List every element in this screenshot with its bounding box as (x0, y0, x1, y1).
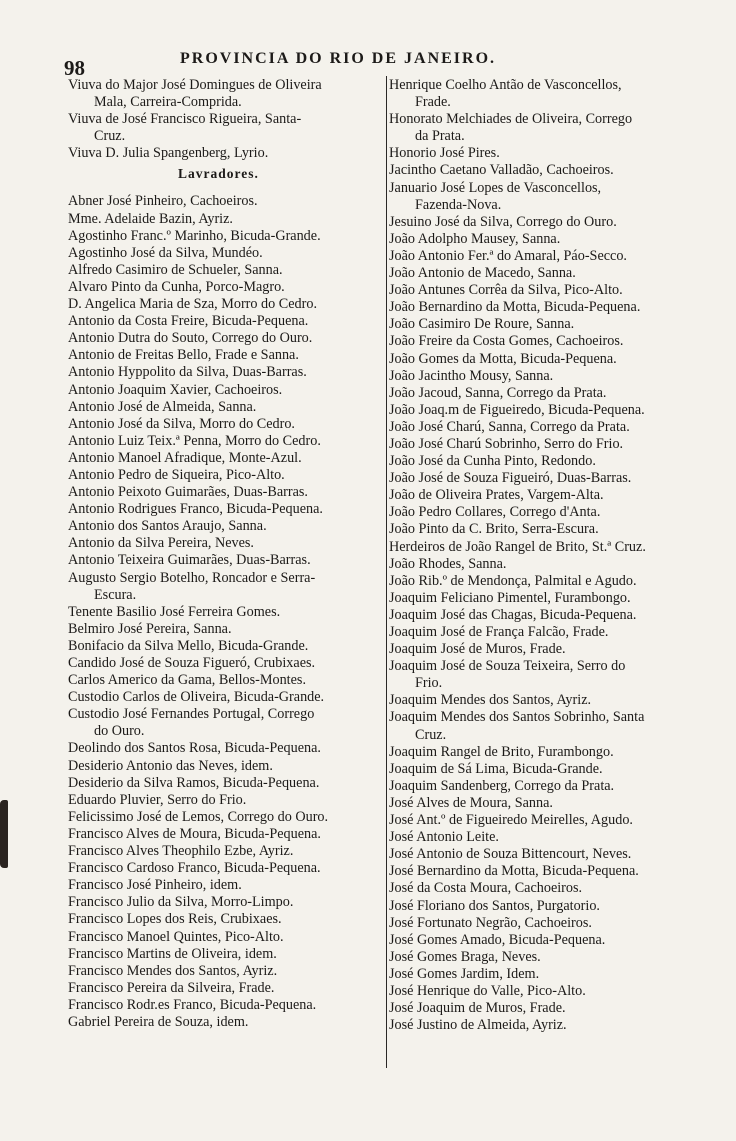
list-item-text: João Jacintho Mousy, Sanna. (389, 367, 554, 384)
list-item (68, 552, 386, 569)
list-item-text: Desiderio Antonio das Neves, idem. (68, 757, 273, 774)
list-item (68, 193, 386, 210)
list-item-text: Joaquim José de França Falcão, Frade. (389, 624, 609, 640)
list-item (389, 573, 699, 590)
list-item-text: Joaquim Sandenberg, Corrego da Prata. (389, 777, 615, 794)
list-item-text: Francisco Alves de Moura, Bicuda-Pequena. (68, 825, 321, 842)
list-item-continuation: do Ouro. (94, 723, 145, 740)
list-item (389, 453, 699, 470)
list-item (68, 929, 386, 946)
list-item-text: João Antonio de Macedo, Sanna. (389, 265, 576, 282)
list-item-text: Joaquim José de Souza Teixeira, Serro do (389, 658, 626, 675)
list-item-text: Alfredo Casimiro de Schueler, Sanna. (68, 261, 283, 278)
list-item-text: Antonio Rodrigues Franco, Bicuda-Pequena. (68, 501, 323, 518)
list-item (68, 330, 386, 347)
list-item (389, 658, 699, 692)
list-item-text: Belmiro José Pereira, Sanna. (68, 620, 232, 637)
list-item-text: João Rib.º de Mendonça, Palmital e Agudo. (389, 572, 637, 589)
list-item-text: Desiderio da Silva Ramos, Bicuda-Pequena. (68, 774, 320, 791)
list-item-text: Mme. Adelaide Bazin, Ayriz. (68, 210, 233, 227)
page-title: PROVINCIA DO RIO DE JANEIRO. (180, 50, 497, 67)
list-item (68, 758, 386, 775)
page-number: 98 (64, 56, 85, 80)
list-item (68, 1014, 386, 1031)
list-item (389, 624, 699, 641)
list-item-text: José Floriano dos Santos, Purgatorio. (389, 897, 600, 914)
list-item-text: Januario José Lopes de Vasconcellos, (389, 179, 602, 196)
list-item-text: José Gomes Braga, Neves. (389, 948, 541, 965)
list-item (68, 621, 386, 638)
list-item-text: José Antonio Leite. (389, 829, 499, 846)
list-item (389, 299, 699, 316)
list-item-text: Francisco Lopes dos Reis, Crubixaes. (68, 911, 282, 928)
list-item-text: Tenente Basilio José Ferreira Gomes. (68, 603, 281, 620)
right-column (389, 77, 699, 1034)
list-item-text: Henrique Coelho Antão de Vasconcellos, (389, 77, 622, 93)
list-item-text: Antonio Peixoto Guimarães, Duas-Barras. (68, 484, 308, 501)
list-item (68, 228, 386, 245)
list-item-text: Francisco Alves Theophilo Ezbe, Ayriz. (68, 843, 294, 860)
list-item-text: Felicissimo José de Lemos, Corrego do Ouro. (68, 808, 329, 825)
list-item-text: João José Charú, Sanna, Corrego da Prata. (389, 418, 630, 435)
list-item (68, 399, 386, 416)
list-item-text: João Antunes Corrêa da Silva, Pico-Alto. (389, 282, 623, 299)
list-item-text: João Rhodes, Sanna. (389, 555, 507, 572)
list-item-continuation: Mala, Carreira-Comprida. (94, 94, 242, 111)
list-item-text: Augusto Sergio Botelho, Roncador e Serra- (68, 569, 316, 586)
list-item (389, 556, 699, 573)
list-item-text: Honorio José Pires. (389, 145, 500, 162)
list-item-text: Joaquim Mendes dos Santos Sobrinho, Santa (389, 709, 645, 726)
list-item-text: Gabriel Pereira de Souza, idem. (68, 1013, 249, 1030)
list-item (68, 689, 386, 706)
list-item (68, 313, 386, 330)
list-item (68, 364, 386, 381)
list-item (389, 812, 699, 829)
list-item-text: Francisco José Pinheiro, idem. (68, 877, 242, 894)
list-item (68, 262, 386, 279)
list-item (389, 590, 699, 607)
list-item (389, 333, 699, 350)
list-item-text: Custodio Carlos de Oliveira, Bicuda-Grande. (68, 689, 325, 706)
list-item (389, 744, 699, 761)
list-item (389, 504, 699, 521)
list-item (68, 980, 386, 997)
list-item (68, 518, 386, 535)
list-item (389, 180, 699, 214)
list-item-text: Antonio Joaquim Xavier, Cachoeiros. (68, 381, 283, 398)
list-item-text: Jesuino José da Silva, Corrego do Ouro. (389, 213, 617, 230)
list-item-text: João José da Cunha Pinto, Redondo. (389, 453, 596, 470)
list-item-text: José Gomes Jardim, Idem. (389, 965, 540, 982)
list-item-text: Antonio da Silva Pereira, Neves. (68, 535, 254, 552)
list-item-continuation: Frade. (415, 94, 451, 111)
list-item-text: Custodio José Fernandes Portugal, Corrego (68, 706, 315, 723)
list-item (389, 368, 699, 385)
list-item (68, 809, 386, 826)
list-item (389, 829, 699, 846)
list-item (389, 915, 699, 932)
list-item (68, 570, 386, 604)
list-item (389, 1000, 699, 1017)
list-item-text: Antonio Luiz Teix.ª Penna, Morro do Cedro. (68, 432, 321, 449)
list-item (389, 214, 699, 231)
list-item (389, 966, 699, 983)
list-item-text: Joaquim Feliciano Pimentel, Furambongo. (389, 589, 631, 606)
list-item-text: Joaquim Mendes dos Santos, Ayriz. (389, 692, 592, 709)
list-item-text: Francisco Julio da Silva, Morro-Limpo. (68, 894, 294, 911)
list-item (68, 655, 386, 672)
list-item (68, 604, 386, 621)
list-item-text: Jacintho Caetano Valladão, Cachoeiros. (389, 162, 614, 179)
list-item-text: Joaquim José de Muros, Frade. (389, 641, 566, 658)
list-item (68, 535, 386, 552)
list-item-text: José Fortunato Negrão, Cachoeiros. (389, 914, 592, 931)
list-item (389, 402, 699, 419)
list-item-text: José Ant.º de Figueiredo Meirelles, Agudo. (389, 812, 633, 829)
list-item (389, 470, 699, 487)
list-item-text: Carlos Americo da Gama, Bellos-Montes. (68, 672, 306, 689)
list-item (389, 77, 699, 111)
list-item-continuation: da Prata. (415, 128, 465, 145)
list-item (389, 932, 699, 949)
list-item (389, 1017, 699, 1034)
list-item (389, 436, 699, 453)
list-item-text: Joaquim Rangel de Brito, Furambongo. (389, 743, 614, 760)
list-item (389, 419, 699, 436)
list-item (389, 761, 699, 778)
list-item-text: Francisco Manoel Quintes, Pico-Alto. (68, 928, 284, 945)
widows-list (68, 77, 386, 162)
list-item-text: Eduardo Pluvier, Serro do Frio. (68, 791, 247, 808)
list-item (389, 898, 699, 915)
list-item-text: João Pedro Collares, Corrego d'Anta. (389, 504, 601, 521)
list-item-text: João José Charú Sobrinho, Serro do Frio. (389, 435, 624, 452)
list-item-text: João Joaq.m de Figueiredo, Bicuda-Pequena. (389, 401, 645, 418)
list-item (68, 111, 386, 145)
list-item-text: João Freire da Costa Gomes, Cachoeiros. (389, 333, 624, 350)
list-item (389, 880, 699, 897)
list-item (389, 282, 699, 299)
list-item-continuation: Frio. (415, 675, 443, 692)
list-item-text: Antonio Teixeira Guimarães, Duas-Barras. (68, 552, 311, 569)
list-item-text: Francisco Rodr.es Franco, Bicuda-Pequena. (68, 996, 317, 1013)
farmers-list-left (68, 193, 386, 1031)
list-item (68, 484, 386, 501)
list-item (68, 706, 386, 740)
list-item-text: Viuva de José Francisco Rigueira, Santa- (68, 111, 302, 128)
list-item (389, 709, 699, 743)
list-item-text: João Pinto da C. Brito, Serra-Escura. (389, 521, 599, 538)
section-heading: Lavradores. (178, 166, 259, 182)
list-item-text: Antonio Dutra do Souto, Corrego do Ouro. (68, 330, 313, 347)
list-item (68, 145, 386, 162)
list-item (68, 894, 386, 911)
list-item (68, 433, 386, 450)
list-item-text: José Henrique do Valle, Pico-Alto. (389, 982, 586, 999)
list-item-text: Francisco Cardoso Franco, Bicuda-Pequena. (68, 860, 321, 877)
list-item-text: Alvaro Pinto da Cunha, Porco-Magro. (68, 278, 285, 295)
list-item-text: Viuva D. Julia Spangenberg, Lyrio. (68, 145, 269, 162)
list-item (389, 949, 699, 966)
list-item (68, 347, 386, 364)
list-item (389, 162, 699, 179)
list-item (68, 740, 386, 757)
list-item-text: Antonio José da Silva, Morro do Cedro. (68, 415, 295, 432)
list-item-text: Abner José Pinheiro, Cachoeiros. (68, 193, 258, 210)
list-item (68, 211, 386, 228)
list-item-text: D. Angelica Maria de Sza, Morro do Cedro. (68, 296, 318, 313)
list-item (389, 778, 699, 795)
left-column (68, 77, 386, 1031)
list-item (389, 692, 699, 709)
list-item-text: Antonio dos Santos Araujo, Sanna. (68, 518, 267, 535)
list-item-text: José da Costa Moura, Cachoeiros. (389, 880, 583, 897)
list-item (68, 775, 386, 792)
list-item (68, 416, 386, 433)
list-item-text: João Jacoud, Sanna, Corrego da Prata. (389, 384, 607, 401)
list-item (389, 316, 699, 333)
list-item-text: José Alves de Moura, Sanna. (389, 794, 553, 811)
list-item (68, 672, 386, 689)
list-item (389, 846, 699, 863)
list-item-text: José Antonio de Souza Bittencourt, Neves. (389, 846, 632, 863)
list-item-text: Antonio da Costa Freire, Bicuda-Pequena. (68, 313, 309, 330)
list-item (389, 539, 699, 556)
list-item-text: João Gomes da Motta, Bicuda-Pequena. (389, 350, 617, 367)
list-item-text: João Antonio Fer.ª do Amaral, Páo-Secco. (389, 247, 627, 264)
column-divider (386, 76, 387, 1068)
list-item-text: Joaquim José das Chagas, Bicuda-Pequena. (389, 606, 637, 623)
list-item-text: Antonio Manoel Afradique, Monte-Azul. (68, 449, 302, 466)
list-item-text: Bonifacio da Silva Mello, Bicuda-Grande. (68, 637, 309, 654)
list-item (68, 638, 386, 655)
list-item (389, 231, 699, 248)
list-item-text: João José de Souza Figueiró, Duas-Barras. (389, 470, 632, 487)
farmers-list-right (389, 77, 699, 1034)
list-item-continuation: Escura. (94, 586, 137, 603)
list-item-text: Herdeiros de João Rangel de Brito, St.ª Cruz. (389, 538, 646, 555)
list-item-text: Agostinho José da Silva, Mundéo. (68, 244, 263, 261)
list-item (68, 860, 386, 877)
list-item-text: Antonio José de Almeida, Sanna. (68, 398, 257, 415)
list-item (389, 351, 699, 368)
list-item (68, 792, 386, 809)
list-item-continuation: Cruz. (415, 726, 447, 743)
list-item (389, 385, 699, 402)
list-item (68, 382, 386, 399)
list-item (389, 145, 699, 162)
list-item-text: José Justino de Almeida, Ayriz. (389, 1017, 567, 1034)
list-item-text: João Adolpho Mausey, Sanna. (389, 230, 561, 247)
list-item (68, 77, 386, 111)
list-item (389, 521, 699, 538)
list-item (389, 863, 699, 880)
list-item-text: Candido José de Souza Figueró, Crubixaes. (68, 655, 316, 671)
list-item-text: Deolindo dos Santos Rosa, Bicuda-Pequena. (68, 740, 321, 757)
list-item-text: Francisco Martins de Oliveira, idem. (68, 945, 277, 962)
list-item (68, 467, 386, 484)
list-item (68, 911, 386, 928)
list-item-text: Honorato Melchiades de Oliveira, Corrego (389, 111, 633, 128)
list-item-text: João de Oliveira Prates, Vargem-Alta. (389, 487, 604, 504)
list-item-continuation: Cruz. (94, 128, 126, 145)
margin-ink-mark (0, 800, 8, 868)
list-item (389, 248, 699, 265)
list-item (68, 245, 386, 262)
list-item-text: Antonio de Freitas Bello, Frade e Sanna. (68, 347, 299, 364)
list-item (389, 983, 699, 1000)
list-item-continuation: Fazenda-Nova. (415, 196, 502, 213)
list-item (68, 279, 386, 296)
list-item (68, 501, 386, 518)
list-item (389, 487, 699, 504)
list-item (389, 607, 699, 624)
list-item-text: João Bernardino da Motta, Bicuda-Pequena. (389, 299, 641, 316)
list-item (389, 111, 699, 145)
list-item (68, 450, 386, 467)
list-item (68, 963, 386, 980)
list-item-text: José Joaquim de Muros, Frade. (389, 1000, 566, 1017)
list-item-text: João Casimiro De Roure, Sanna. (389, 316, 575, 333)
list-item-text: José Bernardino da Motta, Bicuda-Pequena. (389, 863, 639, 880)
list-item-text: Viuva do Major José Domingues de Oliveira (68, 77, 322, 93)
list-item (68, 843, 386, 860)
list-item-text: Antonio Hyppolito da Silva, Duas-Barras. (68, 364, 307, 381)
list-item (68, 826, 386, 843)
list-item (389, 795, 699, 812)
list-item (68, 946, 386, 963)
list-item-text: Joaquim de Sá Lima, Bicuda-Grande. (389, 760, 603, 777)
list-item-text: Antonio Pedro de Siqueira, Pico-Alto. (68, 466, 285, 483)
list-item (68, 296, 386, 313)
list-item-text: Francisco Mendes dos Santos, Ayriz. (68, 962, 278, 979)
list-item (68, 877, 386, 894)
list-item-text: José Gomes Amado, Bicuda-Pequena. (389, 931, 606, 948)
list-item (68, 997, 386, 1014)
list-item-text: Francisco Pereira da Silveira, Frade. (68, 979, 275, 996)
list-item (389, 641, 699, 658)
list-item-text: Agostinho Franc.º Marinho, Bicuda-Grande. (68, 227, 321, 244)
list-item (389, 265, 699, 282)
